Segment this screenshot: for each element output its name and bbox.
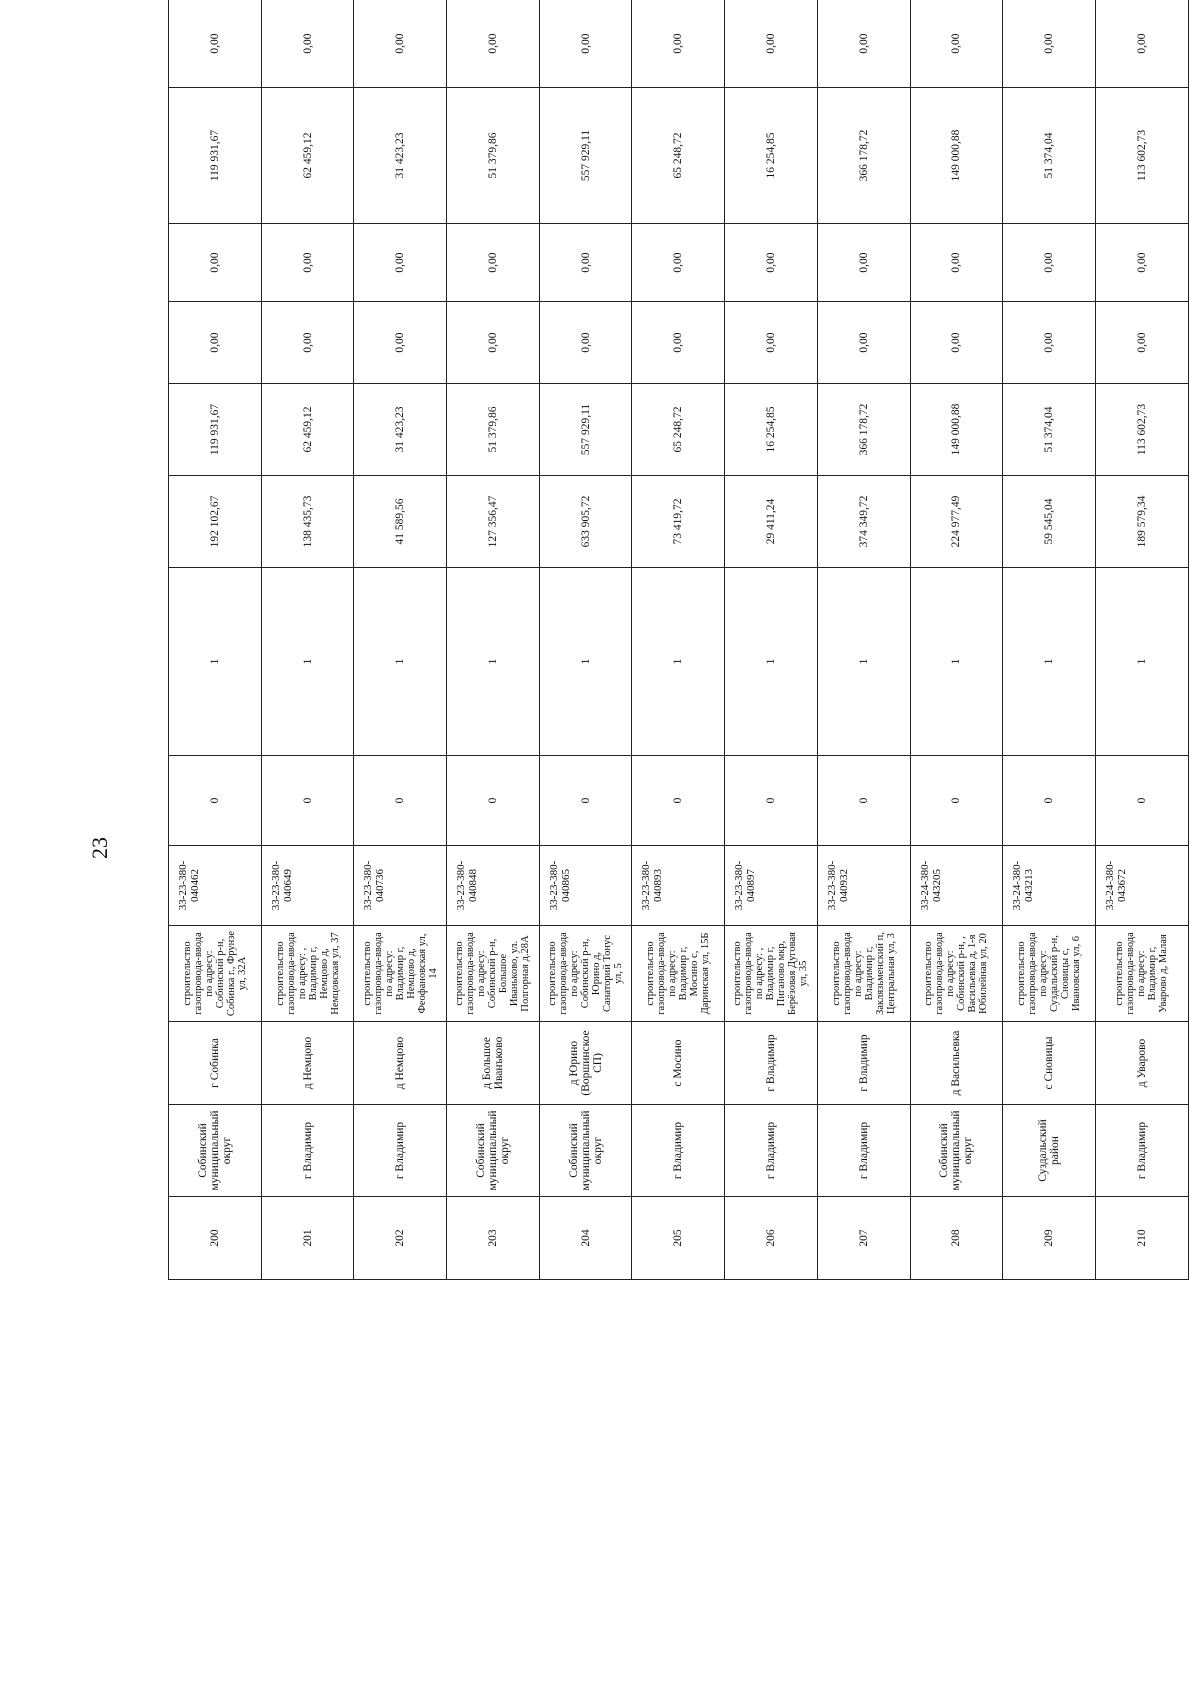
- cadastral-number-cell: 33-23-380-040932: [817, 846, 910, 926]
- row-number-cell: 209: [1003, 1197, 1096, 1280]
- amount-cell: 0,00: [910, 224, 1003, 302]
- amount-cell: 557 929,11: [539, 88, 632, 224]
- table-row: [632, 0, 725, 1280]
- amount-cell: 62 459,12: [261, 88, 354, 224]
- municipality-cell: Собинский муниципальный округ: [447, 1105, 540, 1197]
- amount-cell: 0,00: [169, 0, 262, 88]
- amount-cell: 0,00: [354, 224, 447, 302]
- count-zero-cell: 0: [632, 756, 725, 846]
- count-one-cell: 1: [725, 568, 818, 756]
- amount-cell: 51 374,04: [1003, 88, 1096, 224]
- amount-cell: 0,00: [817, 224, 910, 302]
- amount-cell: 119 931,67: [169, 88, 262, 224]
- count-one-cell: 1: [447, 568, 540, 756]
- amount-cell: 0,00: [632, 224, 725, 302]
- municipality-cell: г Владимир: [725, 1105, 818, 1197]
- count-zero-cell: 0: [817, 756, 910, 846]
- description-cell: строительство газопровода-ввода по адресу: Владимир г, Заклязьменский п, Центральная ул, 3: [817, 926, 910, 1022]
- row-number-cell: 208: [910, 1197, 1003, 1280]
- description-cell: строительство газопровода-ввода по адресу: Владимир г, Уварово д, Малая: [1095, 926, 1188, 1022]
- count-one-cell: 1: [817, 568, 910, 756]
- amount-cell: 119 931,67: [169, 384, 262, 476]
- amount-cell: 0,00: [539, 302, 632, 384]
- municipality-cell: г Владимир: [1095, 1105, 1188, 1197]
- amount-cell: 0,00: [261, 224, 354, 302]
- amount-total-cell: 189 579,34: [1095, 476, 1188, 568]
- count-zero-cell: 0: [1095, 756, 1188, 846]
- description-cell: строительство газопровода-ввода по адресу: Собинский р-н, Юрино д, Санаторий Тонус ул, 5: [539, 926, 632, 1022]
- amount-cell: 0,00: [817, 0, 910, 88]
- municipality-cell: г Владимир: [817, 1105, 910, 1197]
- rotated-table-container: [168, 33, 1188, 1280]
- amount-total-cell: 29 411,24: [725, 476, 818, 568]
- amount-cell: 65 248,72: [632, 88, 725, 224]
- municipality-cell: г Владимир: [354, 1105, 447, 1197]
- amount-cell: 366 178,72: [817, 88, 910, 224]
- amount-cell: 65 248,72: [632, 384, 725, 476]
- count-one-cell: 1: [354, 568, 447, 756]
- amount-cell: 0,00: [447, 302, 540, 384]
- amount-total-cell: 59 545,04: [1003, 476, 1096, 568]
- count-one-cell: 1: [910, 568, 1003, 756]
- amount-total-cell: 73 419,72: [632, 476, 725, 568]
- row-number-cell: 201: [261, 1197, 354, 1280]
- cadastral-number-cell: 33-23-380-040462: [169, 846, 262, 926]
- table-row: [539, 0, 632, 1280]
- cadastral-number-cell: 33-23-380-040848: [447, 846, 540, 926]
- locality-cell: д Юрино (Воршинское СП): [539, 1022, 632, 1105]
- count-zero-cell: 0: [261, 756, 354, 846]
- rotated-table-area: [168, 33, 1188, 1280]
- count-one-cell: 1: [1095, 568, 1188, 756]
- locality-cell: с Мосино: [632, 1022, 725, 1105]
- cadastral-number-cell: 33-24-380-043213: [1003, 846, 1096, 926]
- amount-cell: 0,00: [817, 302, 910, 384]
- count-one-cell: 1: [261, 568, 354, 756]
- locality-cell: г Собинка: [169, 1022, 262, 1105]
- amount-cell: 557 929,11: [539, 384, 632, 476]
- amount-cell: 0,00: [354, 0, 447, 88]
- row-number-cell: 205: [632, 1197, 725, 1280]
- count-one-cell: 1: [632, 568, 725, 756]
- amount-cell: 0,00: [910, 0, 1003, 88]
- amount-cell: 0,00: [447, 224, 540, 302]
- cadastral-number-cell: 33-23-380-040649: [261, 846, 354, 926]
- table-row: [354, 0, 447, 1280]
- amount-cell: 0,00: [539, 0, 632, 88]
- amount-cell: 149 000,88: [910, 88, 1003, 224]
- row-number-cell: 206: [725, 1197, 818, 1280]
- count-one-cell: 1: [169, 568, 262, 756]
- amount-total-cell: 138 435,73: [261, 476, 354, 568]
- locality-cell: д Уварово: [1095, 1022, 1188, 1105]
- amount-cell: 0,00: [1095, 302, 1188, 384]
- amount-cell: 0,00: [725, 0, 818, 88]
- amount-cell: 0,00: [447, 0, 540, 88]
- amount-cell: 62 459,12: [261, 384, 354, 476]
- locality-cell: г Владимир: [725, 1022, 818, 1105]
- row-number-cell: 207: [817, 1197, 910, 1280]
- description-cell: строительство газопровода-ввода по адресу: Суздальский р-н, Сновицы с, Ивановская ул, 6: [1003, 926, 1096, 1022]
- table-row: [817, 0, 910, 1280]
- table-row: [910, 0, 1003, 1280]
- municipality-cell: Суздальский район: [1003, 1105, 1096, 1197]
- amount-cell: 0,00: [910, 302, 1003, 384]
- amount-cell: 31 423,23: [354, 384, 447, 476]
- amount-cell: 0,00: [354, 302, 447, 384]
- count-zero-cell: 0: [354, 756, 447, 846]
- amount-cell: 31 423,23: [354, 88, 447, 224]
- amount-total-cell: 192 102,67: [169, 476, 262, 568]
- locality-cell: с Сновицы: [1003, 1022, 1096, 1105]
- table-row: [725, 0, 818, 1280]
- amount-cell: 113 602,73: [1095, 88, 1188, 224]
- locality-cell: д Васильевка: [910, 1022, 1003, 1105]
- amount-cell: 0,00: [539, 224, 632, 302]
- cadastral-number-cell: 33-24-380-043672: [1095, 846, 1188, 926]
- cadastral-number-cell: 33-23-380-040736: [354, 846, 447, 926]
- amount-cell: 149 000,88: [910, 384, 1003, 476]
- amount-cell: 51 379,86: [447, 384, 540, 476]
- amount-cell: 0,00: [169, 302, 262, 384]
- locality-cell: д Большое Иванъково: [447, 1022, 540, 1105]
- table-row: [1003, 0, 1096, 1280]
- table-row: [169, 0, 262, 1280]
- row-number-cell: 202: [354, 1197, 447, 1280]
- amount-cell: 51 379,86: [447, 88, 540, 224]
- description-cell: строительство газопровода-ввода по адресу: Собинский р-н, Собинка г., Фрунзе ул, 32А: [169, 926, 262, 1022]
- amount-cell: 0,00: [725, 224, 818, 302]
- cadastral-number-cell: 33-23-380-040865: [539, 846, 632, 926]
- municipality-cell: Собинский муниципальный округ: [539, 1105, 632, 1197]
- count-zero-cell: 0: [169, 756, 262, 846]
- row-number-cell: 200: [169, 1197, 262, 1280]
- amount-cell: 0,00: [632, 0, 725, 88]
- amount-cell: 0,00: [1095, 0, 1188, 88]
- municipality-cell: г Владимир: [261, 1105, 354, 1197]
- amount-cell: 0,00: [169, 224, 262, 302]
- cadastral-number-cell: 33-23-380-040897: [725, 846, 818, 926]
- amount-cell: 16 254,85: [725, 384, 818, 476]
- amount-cell: 0,00: [261, 302, 354, 384]
- amount-cell: 0,00: [632, 302, 725, 384]
- amount-cell: 16 254,85: [725, 88, 818, 224]
- amount-cell: 0,00: [725, 302, 818, 384]
- municipality-cell: Собинский муниципальный округ: [169, 1105, 262, 1197]
- locality-cell: д Немцово: [261, 1022, 354, 1105]
- amount-cell: 113 602,73: [1095, 384, 1188, 476]
- municipality-cell: Собинский муниципальный округ: [910, 1105, 1003, 1197]
- municipality-cell: г Владимир: [632, 1105, 725, 1197]
- table-row: [1095, 0, 1188, 1280]
- count-one-cell: 1: [1003, 568, 1096, 756]
- locality-cell: д Немцово: [354, 1022, 447, 1105]
- count-zero-cell: 0: [1003, 756, 1096, 846]
- amount-total-cell: 41 589,56: [354, 476, 447, 568]
- count-zero-cell: 0: [447, 756, 540, 846]
- amount-cell: 0,00: [1003, 224, 1096, 302]
- gas-pipeline-table: [168, 0, 1189, 1280]
- cadastral-number-cell: 33-24-380-043205: [910, 846, 1003, 926]
- description-cell: строительство газопровода-ввода по адресу: , Владимир г, Пиганово мкр, Берёзовая Дуговая ул, 35: [725, 926, 818, 1022]
- cadastral-number-cell: 33-23-380-040893: [632, 846, 725, 926]
- description-cell: строительство газопровода-ввода по адресу: Собинский р-н, Большое Иваньково, ул. Полгорная д.28А: [447, 926, 540, 1022]
- count-zero-cell: 0: [725, 756, 818, 846]
- description-cell: строительство газопровода-ввода по адресу: Собинский р-н, , Васильевка д, 1-я Юбилейная ул, 20: [910, 926, 1003, 1022]
- amount-total-cell: 374 349,72: [817, 476, 910, 568]
- page-number: 23: [87, 837, 112, 859]
- locality-cell: г Владимир: [817, 1022, 910, 1105]
- row-number-cell: 204: [539, 1197, 632, 1280]
- row-number-cell: 203: [447, 1197, 540, 1280]
- count-zero-cell: 0: [910, 756, 1003, 846]
- amount-cell: 0,00: [1095, 224, 1188, 302]
- amount-cell: 0,00: [261, 0, 354, 88]
- amount-cell: 0,00: [1003, 0, 1096, 88]
- description-cell: строительство газопровода-ввода по адресу: , Владимир г, Немцово д, Немцовская ул, 37: [261, 926, 354, 1022]
- count-zero-cell: 0: [539, 756, 632, 846]
- table-row: [261, 0, 354, 1280]
- amount-total-cell: 127 356,47: [447, 476, 540, 568]
- amount-total-cell: 633 905,72: [539, 476, 632, 568]
- description-cell: строительство газопровода-ввода по адресу: Владимир г, Мосино с, Даринская ул, 15Б: [632, 926, 725, 1022]
- description-cell: строительство газопровода-ввода по адресу: Владимир г, Немцово д, Феофановская ул, 14: [354, 926, 447, 1022]
- amount-cell: 51 374,04: [1003, 384, 1096, 476]
- amount-cell: 366 178,72: [817, 384, 910, 476]
- amount-cell: 0,00: [1003, 302, 1096, 384]
- table-row: [447, 0, 540, 1280]
- row-number-cell: 210: [1095, 1197, 1188, 1280]
- amount-total-cell: 224 977,49: [910, 476, 1003, 568]
- count-one-cell: 1: [539, 568, 632, 756]
